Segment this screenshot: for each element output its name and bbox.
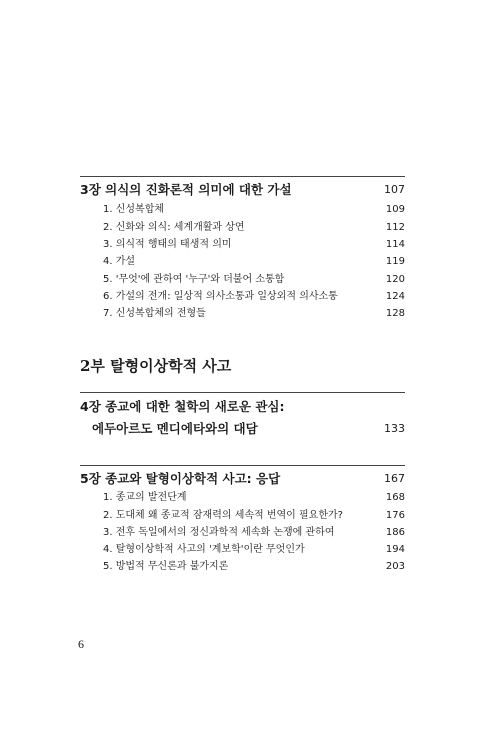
toc-entry — [103, 509, 405, 523]
section-divider — [80, 176, 405, 177]
toc-entry-label: 7. 신성복합체의 전형들 — [103, 308, 206, 319]
toc-entry-label: 3. 의식적 행태의 태생적 의미 — [103, 239, 232, 250]
toc-entry-page: 114 — [385, 239, 405, 250]
chapter-title: 5장 종교와 탈형이상학적 사고: 응답 — [80, 471, 281, 486]
toc-entry-page: 112 — [385, 222, 405, 233]
toc-entry — [103, 491, 405, 505]
toc-entry-label: 1. 신성복합체 — [103, 204, 165, 215]
toc-entry-page: 203 — [385, 561, 405, 572]
chapter-title: 3장 의식의 진화론적 의미에 대한 가설 — [80, 182, 292, 197]
toc-entry-label: 2. 신화와 의식: 세계개활과 상연 — [103, 222, 245, 233]
chapter-subtitle: 에두아르도 멘디에타와의 대담 — [92, 421, 258, 436]
toc-entry — [103, 307, 405, 321]
toc-entry — [103, 290, 405, 304]
toc-entry — [103, 221, 405, 235]
toc-entry-label: 6. 가설의 전개: 일상적 의사소통과 일상외적 의사소통 — [103, 291, 338, 302]
chapter-title: 4장 종교에 대한 철학의 새로운 관심: — [80, 399, 285, 414]
toc-entry — [103, 273, 405, 287]
toc-entry-page: 168 — [385, 492, 405, 503]
chapter-page-number: 107 — [384, 183, 405, 196]
toc-entry — [103, 543, 405, 557]
toc-entry-page: 128 — [385, 308, 405, 319]
toc-entry-page: 176 — [385, 510, 405, 521]
section-divider — [80, 392, 405, 393]
toc-entry — [103, 255, 405, 269]
toc-entry — [103, 526, 405, 540]
toc-entry-label: 1. 종교의 발전단계 — [103, 492, 187, 503]
part-title: 2부 탈형이상학적 사고 — [80, 357, 232, 375]
page-number: 6 — [78, 637, 84, 651]
toc-entry-page: 109 — [385, 204, 405, 215]
chapter-page-number: 167 — [384, 472, 405, 485]
toc-entry-label: 2. 도대체 왜 종교적 잠재력의 세속적 번역이 필요한가? — [103, 510, 343, 521]
toc-entry-page: 124 — [385, 291, 405, 302]
toc-entry-page: 120 — [385, 274, 405, 285]
toc-entry-label: 4. 탈형이상학적 사고의 '계보학'이란 무엇인가 — [103, 544, 305, 555]
section-divider — [80, 465, 405, 466]
toc-entry-label: 4. 가설 — [103, 256, 136, 267]
toc-entry-page: 119 — [385, 256, 405, 267]
toc-entry — [103, 560, 405, 574]
toc-entry-label: 5. '무엇'에 관하여 '누구'와 더불어 소통함 — [103, 274, 285, 285]
toc-entry-label: 3. 전후 독일에서의 정신과학적 세속화 논쟁에 관하여 — [103, 527, 335, 538]
toc-entry — [103, 238, 405, 252]
toc-entry-label: 5. 방법적 무신론과 불가지론 — [103, 561, 229, 572]
toc-entry — [103, 203, 405, 217]
toc-entry-page: 194 — [385, 544, 405, 555]
chapter-page-number: 133 — [384, 422, 405, 435]
toc-entry-page: 186 — [385, 527, 405, 538]
